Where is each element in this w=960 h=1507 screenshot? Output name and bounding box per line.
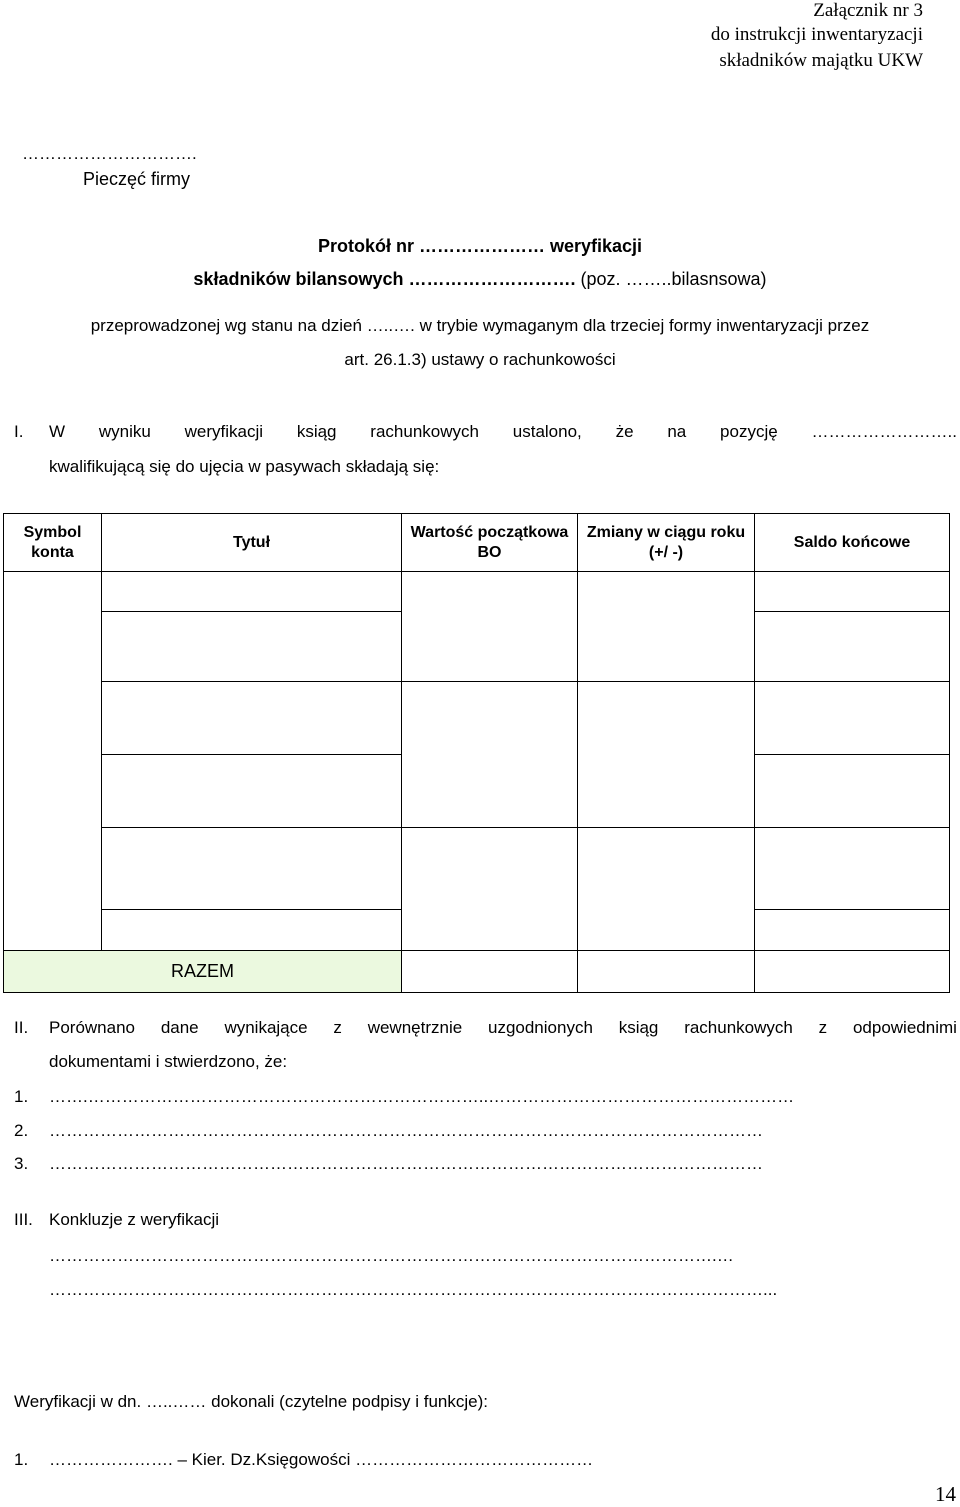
table-cell[interactable] [102, 755, 402, 828]
verification-table [3, 513, 950, 993]
conclusion-dots-2[interactable]: ………………………………………………………………………………………………………………... [49, 1280, 778, 1299]
table-cell[interactable] [4, 572, 102, 951]
attachment-number: Załącznik nr 3 [813, 0, 923, 21]
section-2-word: z [818, 1018, 828, 1037]
header-saldo-koncowe: Saldo końcowe [755, 514, 950, 572]
section-1-word: wyniku [98, 422, 151, 441]
section-1-word: że [615, 422, 634, 441]
section-1-word: weryfikacji [184, 422, 264, 441]
table-row [4, 828, 950, 910]
table-cell[interactable] [755, 828, 950, 910]
section-2-word: ksiąg [618, 1018, 659, 1037]
protocol-title: Protokół nr ………………… weryfikacji [317, 236, 643, 256]
section-2-word: dane [160, 1018, 199, 1037]
table-row [4, 682, 950, 755]
section-2-word: uzgodnionych [487, 1018, 593, 1037]
conclusion-dots-1[interactable]: ……………………………………………………………………………………………………….… [49, 1246, 734, 1265]
total-label: RAZEM [4, 951, 402, 993]
table-cell[interactable] [755, 682, 950, 755]
finding-2-dots[interactable]: ……………………………………………………………………………………………………………… [49, 1121, 763, 1140]
intro-line-1: przeprowadzonej wg stanu na dzień …..…. w trybie wymaganym dla trzeciej formy inwentaryzacji przez [90, 316, 870, 335]
section-1-number: I. [14, 422, 24, 441]
table-cell[interactable] [578, 572, 755, 682]
section-2-word: rachunkowych [684, 1018, 793, 1037]
total-saldo-cell[interactable] [755, 951, 950, 993]
stamp-label: Pieczęć firmy [83, 169, 191, 189]
table-cell[interactable] [755, 910, 950, 951]
section-2-line-1 [49, 1018, 957, 1038]
table-cell[interactable] [102, 828, 402, 910]
section-1-word: na [667, 422, 687, 441]
section-2-word: odpowiednimi [852, 1018, 957, 1037]
page-number: 14 [935, 1482, 956, 1506]
section-2-word: z [333, 1018, 342, 1037]
section-3-number: III. [14, 1210, 33, 1229]
table-cell[interactable] [102, 682, 402, 755]
signature-1-line[interactable]: …………………. – Kier. Dz.Księgowości …………………………………… [49, 1450, 594, 1469]
section-2-word: wynikające [224, 1018, 308, 1037]
finding-2-number: 2. [14, 1121, 29, 1140]
header-wartosc-poczatkowa: Wartość początkowa BO [402, 514, 578, 572]
header-zmiany: Zmiany w ciągu roku (+/ -) [578, 514, 755, 572]
section-1-word: rachunkowych [370, 422, 479, 441]
section-1-word: …………………….. [811, 422, 957, 441]
table-row [4, 572, 950, 612]
total-wartosc-cell[interactable] [402, 951, 578, 993]
section-2-number: II. [14, 1018, 29, 1037]
finding-1-dots[interactable]: …….……………………………………………………………..……………………………………………… [49, 1087, 795, 1106]
section-1-word: W [49, 422, 66, 441]
table-total-row [4, 951, 950, 993]
table-cell[interactable] [102, 910, 402, 951]
section-1-word: pozycję [720, 422, 778, 441]
header-tytul: Tytuł [102, 514, 402, 572]
finding-3-dots[interactable]: ……………………………………………………………………………………………………………… [49, 1154, 763, 1173]
verification-statement: Weryfikacji w dn. …..…… dokonali (czytelne podpisy i funkcje): [14, 1392, 488, 1411]
finding-1-number: 1. [14, 1087, 29, 1106]
section-3-title: Konkluzje z weryfikacji [49, 1210, 220, 1229]
section-2-word: Porównano [49, 1018, 136, 1037]
table-cell[interactable] [578, 682, 755, 828]
table-cell[interactable] [755, 612, 950, 682]
section-1-word: ustalono, [512, 422, 582, 441]
table-cell[interactable] [755, 755, 950, 828]
attachment-reference: do instrukcji inwentaryzacji [710, 24, 923, 45]
section-1-line-2: kwalifikującą się do ujęcia w pasywach składają się: [49, 457, 440, 476]
section-2-line-2: dokumentami i stwierdzono, że: [49, 1052, 288, 1071]
signature-1-number: 1. [14, 1450, 29, 1469]
table-cell[interactable] [402, 682, 578, 828]
header-symbol-konta: Symbol konta [4, 514, 102, 572]
finding-3-number: 3. [14, 1154, 29, 1173]
table-cell[interactable] [402, 828, 578, 951]
table-cell[interactable] [755, 572, 950, 612]
stamp-dots: …………………………. [22, 144, 197, 163]
table-cell[interactable] [102, 572, 402, 612]
section-2-word: wewnętrznie [367, 1018, 463, 1037]
table-cell[interactable] [578, 828, 755, 951]
attachment-subject: składników majątku UKW [719, 50, 923, 71]
section-1-line-1 [49, 422, 957, 442]
table-cell[interactable] [102, 612, 402, 682]
table-cell[interactable] [402, 572, 578, 682]
table-header-row [4, 514, 950, 572]
total-zmiany-cell[interactable] [578, 951, 755, 993]
subtitle-position: (poz. ……..bilasnsowa) [575, 269, 767, 289]
subtitle-bold: składników bilansowych ………………………. [193, 269, 576, 289]
intro-line-2: art. 26.1.3) ustawy o rachunkowości [344, 350, 616, 369]
section-1-word: ksiąg [296, 422, 337, 441]
protocol-subtitle [0, 269, 960, 290]
